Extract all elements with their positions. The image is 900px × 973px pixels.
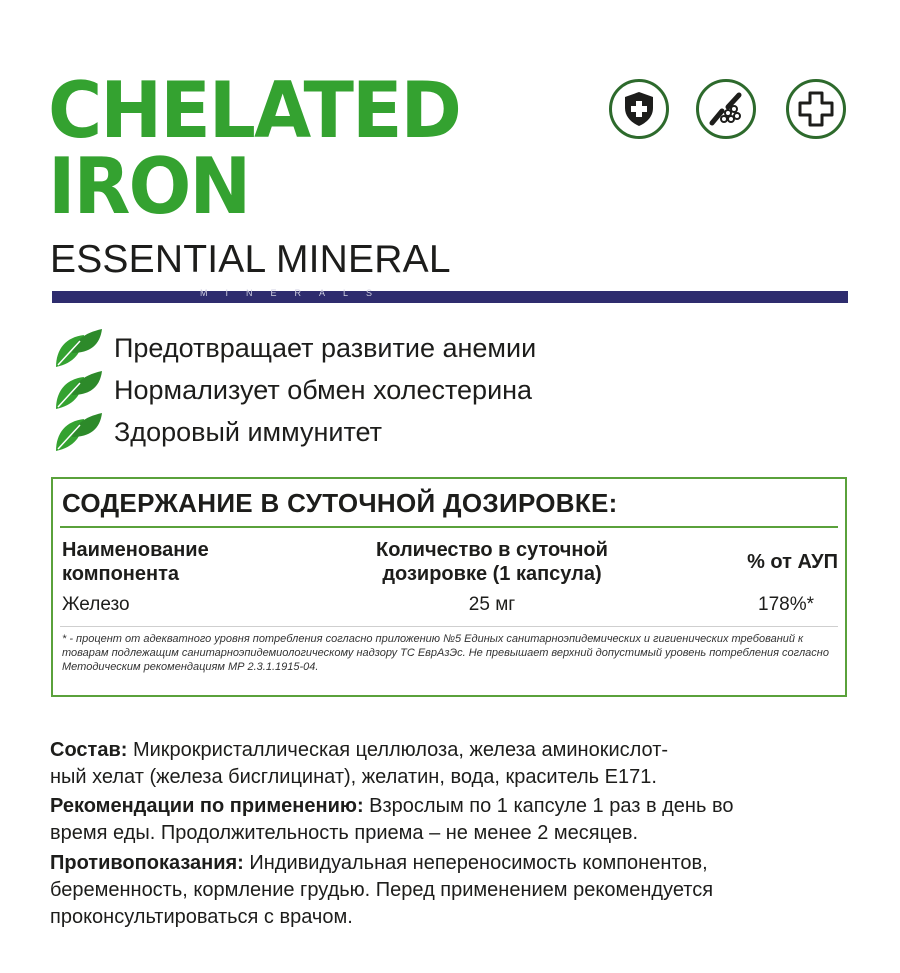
dosage-table-title: СОДЕРЖАНИЕ В СУТОЧНОЙ ДОЗИРОВКЕ:: [62, 488, 618, 518]
recommendations-section: [50, 793, 850, 847]
composition-text-line1: Микрокристаллическая целлюлоза, железа аминокислот-: [127, 739, 669, 761]
header-amount-line2: дозировке (1 капсула): [382, 563, 602, 585]
benefit-item: [52, 369, 532, 411]
composition-label: Состав:: [50, 739, 128, 761]
contraindications-text-line1: Индивидуальная непереносимость компонентов,: [243, 852, 708, 874]
health-cross-icon: [786, 79, 846, 139]
benefit-item: [52, 411, 382, 453]
leaf-icon: [52, 369, 104, 411]
contraindications-text-line2: беременность, кормление грудью. Перед применением рекомендуется: [50, 879, 714, 901]
divider-band-text: MINERALS: [200, 288, 391, 298]
bones-joints-icon: [696, 79, 756, 139]
product-title-line2: IRON: [48, 141, 250, 232]
table-divider: [60, 526, 838, 528]
header-component-line1: Наименование: [62, 539, 209, 561]
recommendations-text-line2: время еды. Продолжительность приема – не менее 2 месяцев.: [50, 822, 639, 844]
leaf-icon: [52, 327, 104, 369]
table-cell-name: Железо: [62, 594, 130, 615]
table-footnote: * - процент от адекватного уровня потребления согласно приложению №5 Единых санитарноэпидемических и гигиенических требований к товарам подлежащим санитарноэпидемиологическому надзору ТС ЕврАзЭс. Не превышает верхний допустимый уровень потребления согласно Методическим рекомендациям МР 2.3.1.1915-04.: [62, 633, 829, 673]
header-component: [62, 538, 209, 586]
table-cell-amount: 25 мг: [468, 594, 516, 615]
immune-shield-icon: [609, 79, 669, 139]
benefit-text: Предотвращает развитие анемии: [114, 332, 537, 363]
header-amount-line1: Количество в суточной: [376, 539, 608, 561]
product-subtitle: ESSENTIAL MINERAL: [50, 238, 451, 281]
recommendations-text-line1: Взрослым по 1 капсуле 1 раз в день во: [363, 795, 734, 817]
table-row-divider: [60, 626, 838, 627]
benefit-item: [52, 327, 536, 369]
contraindications-label: Противопоказания:: [50, 852, 244, 874]
contraindications-section: [50, 850, 850, 931]
leaf-icon: [52, 411, 104, 453]
composition-text-line2: ный хелат (железа бисглицинат), желатин, вода, краситель Е171.: [50, 766, 657, 788]
table-cell-percent: 178%*: [758, 594, 814, 615]
product-title-line1: CHELATED: [48, 65, 460, 156]
divider-band: [52, 291, 848, 303]
header-component-line2: компонента: [62, 563, 179, 585]
benefit-text: Здоровый иммунитет: [114, 416, 382, 447]
header-amount: [352, 538, 632, 586]
header-percent: % от АУП: [747, 551, 838, 573]
contraindications-text-line3: проконсультироваться с врачом.: [50, 906, 353, 928]
benefit-text: Нормализует обмен холестерина: [114, 374, 533, 405]
composition-section: [50, 737, 850, 791]
recommendations-label: Рекомендации по применению:: [50, 795, 364, 817]
